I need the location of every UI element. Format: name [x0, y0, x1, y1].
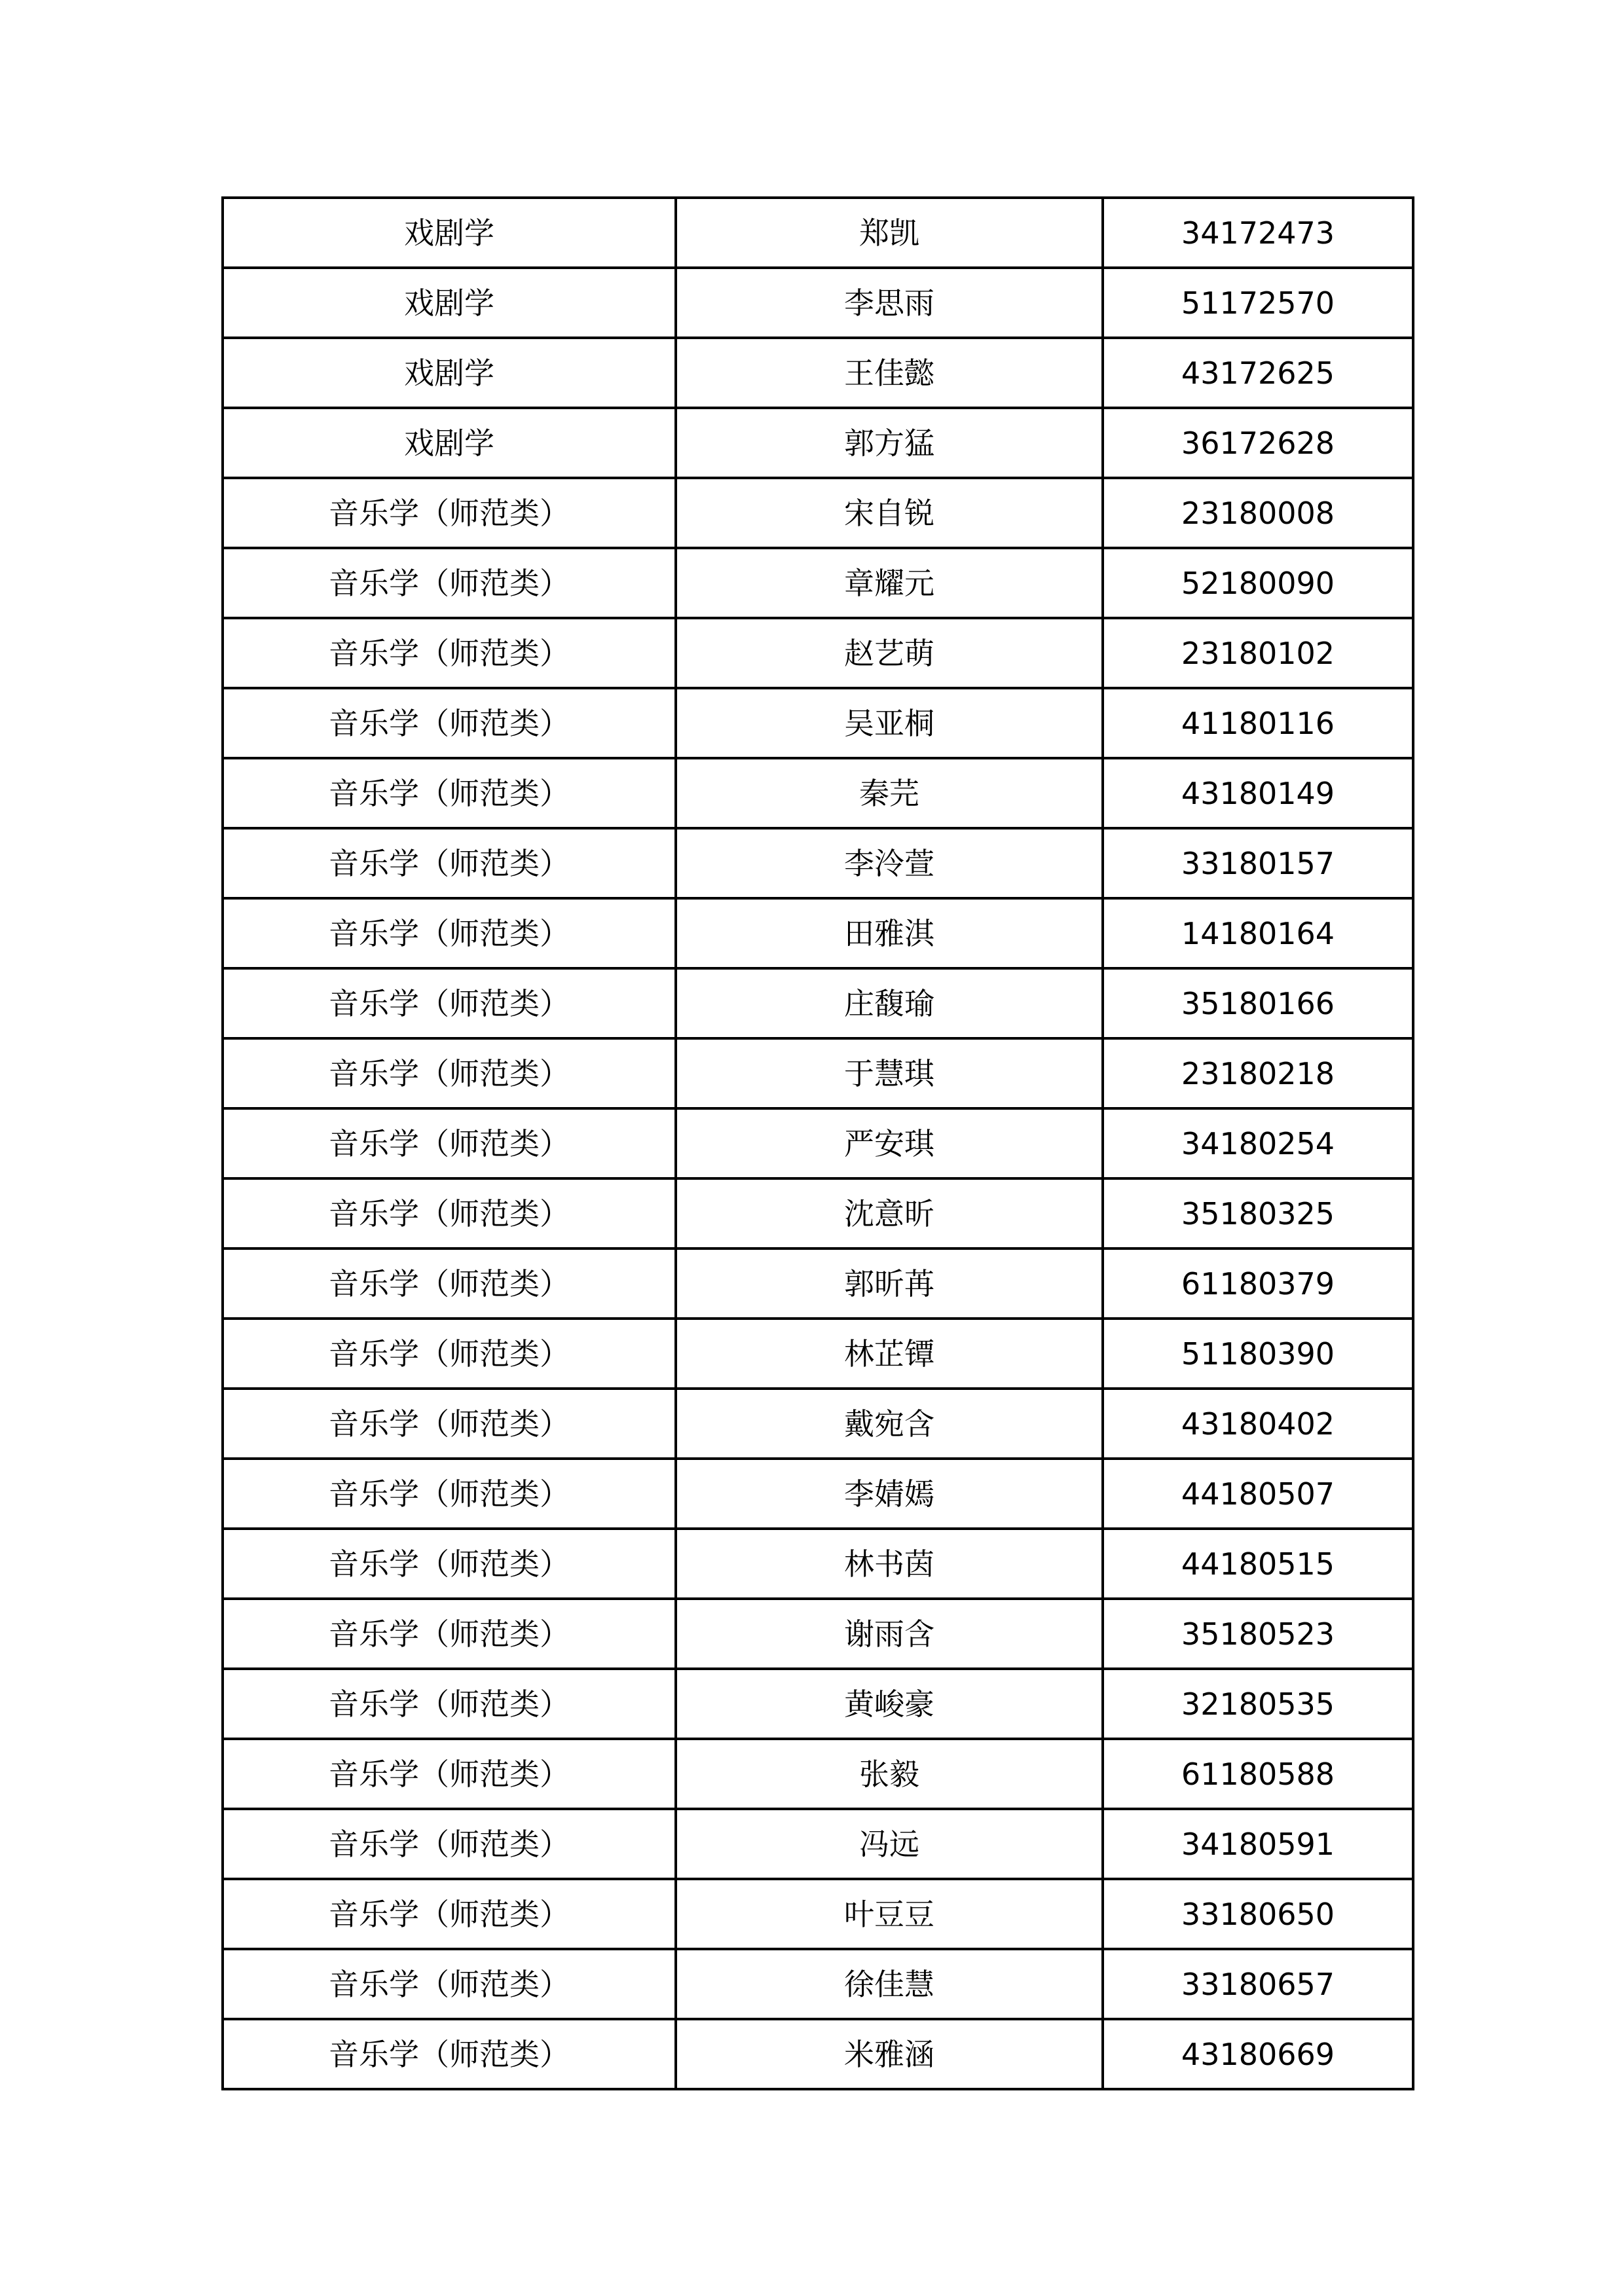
table-row: [223, 1178, 1413, 1248]
name-cell: 郭方猛: [676, 408, 1103, 478]
major-cell: 戏剧学: [223, 268, 676, 338]
id-cell: 33180650: [1103, 1879, 1413, 1949]
major-cell: 音乐学（师范类）: [223, 688, 676, 758]
table-row: [223, 1739, 1413, 1809]
table-row: [223, 1809, 1413, 1879]
name-cell: 于慧琪: [676, 1038, 1103, 1108]
id-cell: 51180390: [1103, 1319, 1413, 1389]
table-row: [223, 618, 1413, 688]
id-cell: 43180402: [1103, 1389, 1413, 1459]
name-cell: 戴宛含: [676, 1389, 1103, 1459]
table-row: [223, 1038, 1413, 1108]
id-cell: 41180116: [1103, 688, 1413, 758]
id-cell: 34180254: [1103, 1108, 1413, 1178]
major-cell: 音乐学（师范类）: [223, 1669, 676, 1739]
table-row: [223, 338, 1413, 408]
id-cell: 14180164: [1103, 898, 1413, 968]
major-cell: 音乐学（师范类）: [223, 2019, 676, 2089]
name-cell: 黄峻豪: [676, 1669, 1103, 1739]
id-cell: 35180325: [1103, 1178, 1413, 1248]
table-row: [223, 478, 1413, 548]
name-cell: 王佳懿: [676, 338, 1103, 408]
id-cell: 33180157: [1103, 828, 1413, 898]
name-cell: 李思雨: [676, 268, 1103, 338]
table-row: [223, 1599, 1413, 1669]
major-cell: 音乐学（师范类）: [223, 478, 676, 548]
major-cell: 音乐学（师范类）: [223, 1949, 676, 2019]
major-cell: 音乐学（师范类）: [223, 1879, 676, 1949]
id-cell: 34172473: [1103, 198, 1413, 268]
name-cell: 宋自锐: [676, 478, 1103, 548]
id-cell: 51172570: [1103, 268, 1413, 338]
table-row: [223, 408, 1413, 478]
major-cell: 音乐学（师范类）: [223, 968, 676, 1038]
table-row: [223, 688, 1413, 758]
name-cell: 李泠萱: [676, 828, 1103, 898]
major-cell: 音乐学（师范类）: [223, 1809, 676, 1879]
name-cell: 米雅涵: [676, 2019, 1103, 2089]
table-row: [223, 1529, 1413, 1599]
major-cell: 音乐学（师范类）: [223, 898, 676, 968]
id-cell: 44180515: [1103, 1529, 1413, 1599]
major-cell: 音乐学（师范类）: [223, 1389, 676, 1459]
id-cell: 36172628: [1103, 408, 1413, 478]
name-cell: 严安琪: [676, 1108, 1103, 1178]
table-row: [223, 268, 1413, 338]
results-table: [221, 196, 1414, 2090]
major-cell: 音乐学（师范类）: [223, 1459, 676, 1529]
major-cell: 音乐学（师范类）: [223, 1178, 676, 1248]
name-cell: 沈意昕: [676, 1178, 1103, 1248]
table-row: [223, 1949, 1413, 2019]
major-cell: 音乐学（师范类）: [223, 1038, 676, 1108]
major-cell: 戏剧学: [223, 338, 676, 408]
name-cell: 冯远: [676, 1809, 1103, 1879]
table-row: [223, 758, 1413, 828]
major-cell: 音乐学（师范类）: [223, 1319, 676, 1389]
name-cell: 叶豆豆: [676, 1879, 1103, 1949]
name-cell: 吴亚桐: [676, 688, 1103, 758]
table-row: [223, 1108, 1413, 1178]
table-row: [223, 1459, 1413, 1529]
table-row: [223, 1669, 1413, 1739]
table-row: [223, 828, 1413, 898]
major-cell: 音乐学（师范类）: [223, 1529, 676, 1599]
id-cell: 43180149: [1103, 758, 1413, 828]
major-cell: 音乐学（师范类）: [223, 1599, 676, 1669]
id-cell: 44180507: [1103, 1459, 1413, 1529]
results-table-body: [223, 198, 1413, 2089]
table-row: [223, 548, 1413, 618]
id-cell: 43180669: [1103, 2019, 1413, 2089]
id-cell: 33180657: [1103, 1949, 1413, 2019]
table-row: [223, 1319, 1413, 1389]
major-cell: 音乐学（师范类）: [223, 758, 676, 828]
major-cell: 音乐学（师范类）: [223, 1108, 676, 1178]
table-row: [223, 198, 1413, 268]
name-cell: 林芷镡: [676, 1319, 1103, 1389]
id-cell: 61180379: [1103, 1248, 1413, 1319]
major-cell: 音乐学（师范类）: [223, 828, 676, 898]
id-cell: 61180588: [1103, 1739, 1413, 1809]
name-cell: 章耀元: [676, 548, 1103, 618]
name-cell: 田雅淇: [676, 898, 1103, 968]
id-cell: 52180090: [1103, 548, 1413, 618]
major-cell: 音乐学（师范类）: [223, 618, 676, 688]
name-cell: 庄馥瑜: [676, 968, 1103, 1038]
name-cell: 林书茵: [676, 1529, 1103, 1599]
id-cell: 23180218: [1103, 1038, 1413, 1108]
major-cell: 戏剧学: [223, 198, 676, 268]
name-cell: 郑凯: [676, 198, 1103, 268]
name-cell: 郭昕苒: [676, 1248, 1103, 1319]
id-cell: 35180166: [1103, 968, 1413, 1038]
name-cell: 赵艺萌: [676, 618, 1103, 688]
id-cell: 23180008: [1103, 478, 1413, 548]
id-cell: 35180523: [1103, 1599, 1413, 1669]
table-row: [223, 1879, 1413, 1949]
major-cell: 音乐学（师范类）: [223, 1248, 676, 1319]
name-cell: 张毅: [676, 1739, 1103, 1809]
name-cell: 徐佳慧: [676, 1949, 1103, 2019]
major-cell: 音乐学（师范类）: [223, 1739, 676, 1809]
table-row: [223, 898, 1413, 968]
name-cell: 谢雨含: [676, 1599, 1103, 1669]
name-cell: 李婧嫣: [676, 1459, 1103, 1529]
table-row: [223, 1248, 1413, 1319]
major-cell: 音乐学（师范类）: [223, 548, 676, 618]
id-cell: 32180535: [1103, 1669, 1413, 1739]
name-cell: 秦芫: [676, 758, 1103, 828]
table-row: [223, 968, 1413, 1038]
table-row: [223, 2019, 1413, 2089]
id-cell: 34180591: [1103, 1809, 1413, 1879]
id-cell: 23180102: [1103, 618, 1413, 688]
id-cell: 43172625: [1103, 338, 1413, 408]
major-cell: 戏剧学: [223, 408, 676, 478]
table-row: [223, 1389, 1413, 1459]
